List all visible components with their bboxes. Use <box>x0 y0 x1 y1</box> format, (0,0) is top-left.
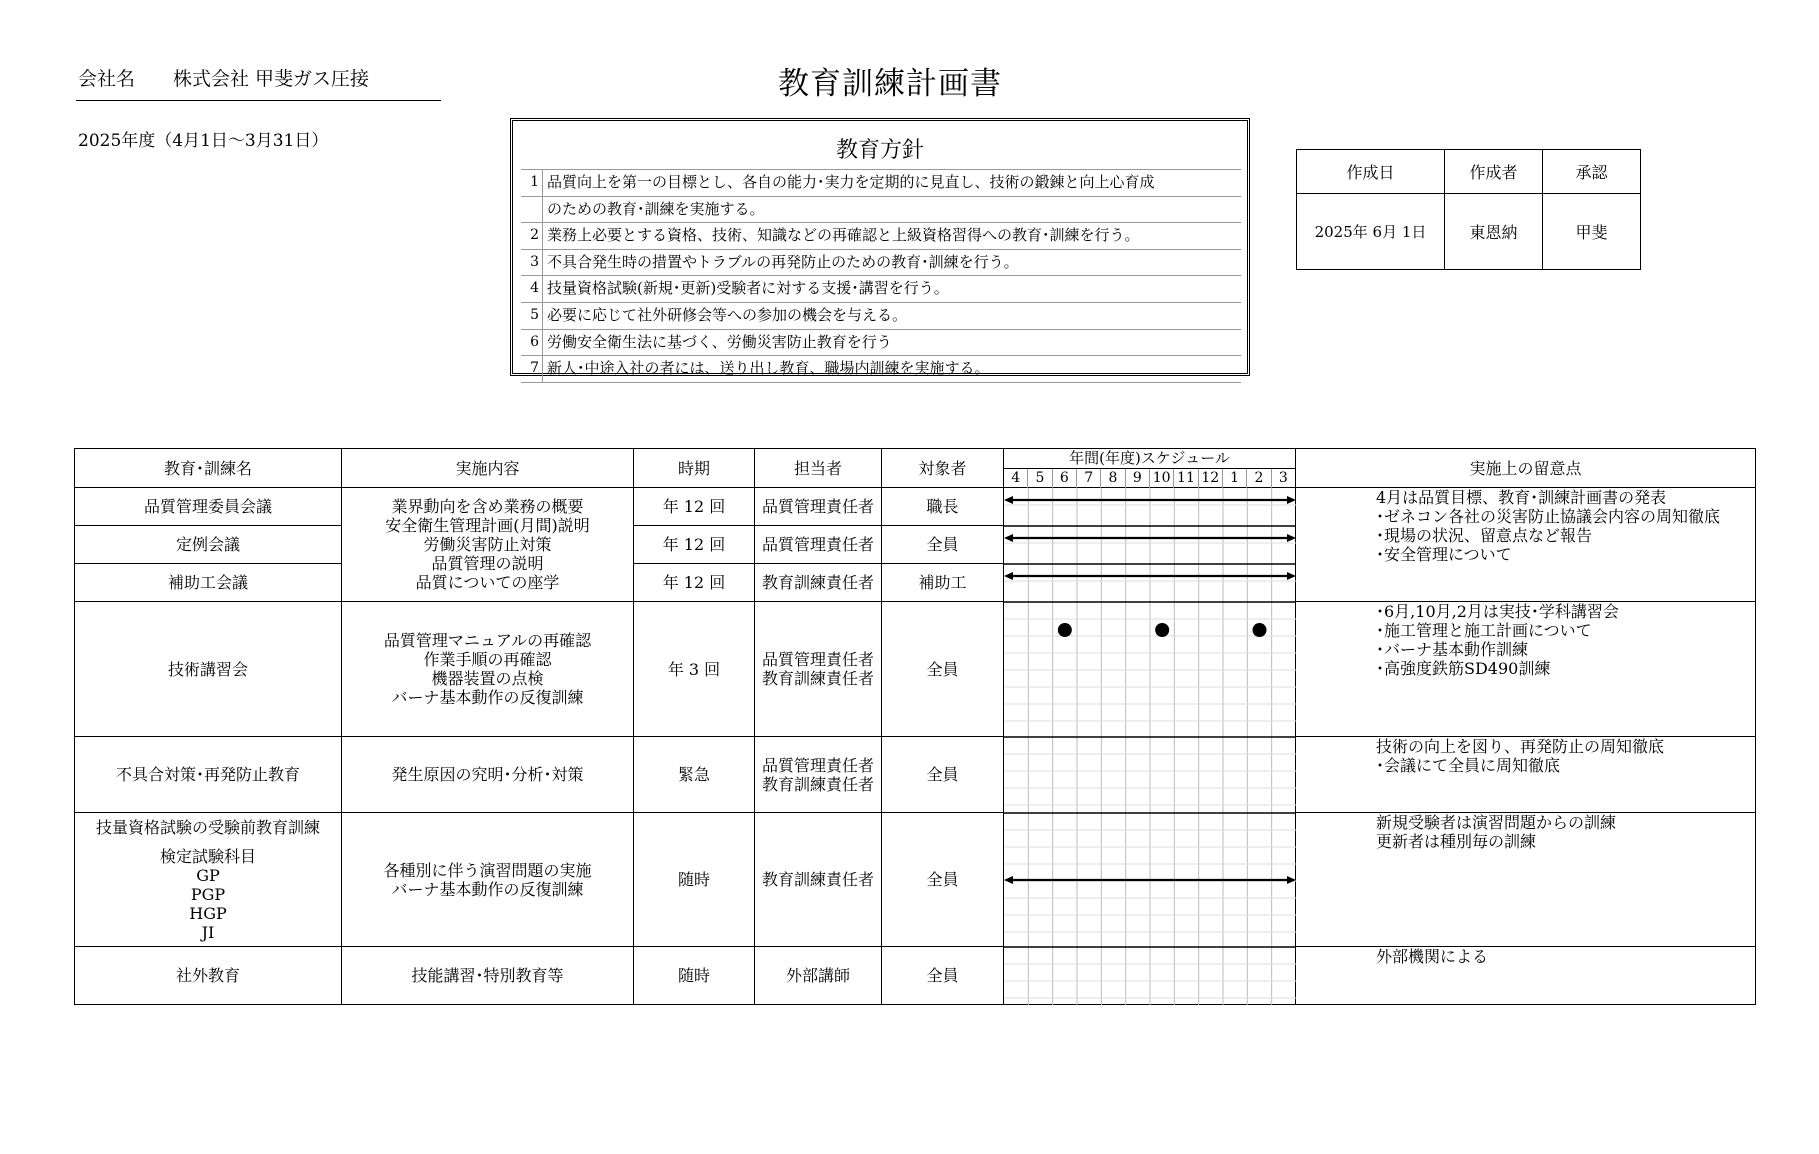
training-plan-table <box>74 448 1756 1005</box>
content-line: 安全衛生管理計画(月間)説明 <box>385 516 590 535</box>
approval-header-author: 作成者 <box>1445 150 1543 194</box>
schedule-arrow-head-right <box>1287 876 1296 884</box>
policy-text: 業務上必要とする資格、技術、知識などの再確認と上級資格習得への教育･訓練を行う。 <box>547 226 1140 245</box>
header-training-name: 教育･訓練名 <box>75 449 342 488</box>
training-name: 定例会議 <box>75 526 342 564</box>
target: 全員 <box>882 813 1004 947</box>
month-label: 2 <box>1247 469 1271 488</box>
training-name-exam <box>75 813 342 947</box>
approval-table <box>1296 149 1641 270</box>
content-line: 作業手順の再確認 <box>423 650 552 669</box>
content-line: 業界動向を含め業務の概要 <box>391 497 584 516</box>
month-label: 5 <box>1028 469 1052 488</box>
content-line: 品質についての座学 <box>415 573 560 592</box>
period: 随時 <box>634 813 755 947</box>
schedule-grid <box>1004 488 1296 1005</box>
note-line: ･会議にて全員に周知徹底 <box>1376 756 1561 775</box>
target: 全員 <box>882 526 1004 564</box>
education-policy-box <box>510 118 1250 376</box>
content-line: バーナ基本動作の反復訓練 <box>391 688 584 707</box>
header-schedule <box>1004 449 1296 488</box>
approval-date: 2025年 6月 1日 <box>1297 194 1445 270</box>
note-line: ･安全管理について <box>1376 545 1512 564</box>
lecture-dot <box>1253 623 1267 637</box>
note-line: 技術の向上を図り、再発防止の周知徹底 <box>1376 737 1665 756</box>
exam-subject: GP <box>196 865 220 885</box>
header-notes: 実施上の留意点 <box>1296 449 1756 488</box>
training-name: 技術講習会 <box>75 602 342 737</box>
content-line: 労働災害防止対策 <box>423 535 552 554</box>
header-content: 実施内容 <box>342 449 634 488</box>
content-line: 機器装置の点検 <box>431 669 544 688</box>
header-person: 担当者 <box>755 449 882 488</box>
policy-title: 教育方針 <box>835 138 924 163</box>
person: 品質管理責任者 <box>755 526 882 564</box>
meeting-content <box>342 488 634 602</box>
policy-row <box>521 169 1241 196</box>
defect-notes <box>1296 737 1756 813</box>
schedule-arrow-head-right <box>1287 496 1296 504</box>
policy-row <box>521 329 1241 356</box>
company-line-text <box>78 64 369 91</box>
month-label: 6 <box>1053 469 1077 488</box>
approval-approver: 甲斐 <box>1543 194 1641 270</box>
policy-num: 6 <box>521 330 543 356</box>
month-label: 9 <box>1126 469 1150 488</box>
schedule-chart <box>1004 488 1296 1005</box>
exam-subject: PGP <box>190 884 226 904</box>
training-name: 社外教育 <box>75 947 342 1005</box>
header-target: 対象者 <box>882 449 1004 488</box>
period: 年 3 回 <box>634 602 755 737</box>
period: 随時 <box>634 947 755 1005</box>
month-label: 12 <box>1199 469 1223 488</box>
lecture-dot <box>1058 623 1072 637</box>
schedule-title: 年間(年度)スケジュール <box>1069 449 1230 467</box>
target: 全員 <box>882 737 1004 813</box>
person-line: 品質管理責任者 <box>761 755 874 775</box>
month-label: 8 <box>1101 469 1125 488</box>
training-name: 品質管理委員会議 <box>75 488 342 526</box>
content-line: バーナ基本動作の反復訓練 <box>391 879 584 899</box>
note-line: 外部機関による <box>1376 947 1489 966</box>
person-line: 教育訓練責任者 <box>761 774 874 794</box>
table-row <box>75 488 1756 526</box>
target: 全員 <box>882 602 1004 737</box>
approval-author: 東恩納 <box>1445 194 1543 270</box>
note-line: ･ゼネコン各社の災害防止協議会内容の周知徹底 <box>1376 507 1721 526</box>
schedule-months <box>1004 468 1295 488</box>
note-line: 更新者は種別毎の訓練 <box>1376 832 1537 851</box>
person <box>755 737 882 813</box>
policy-row <box>521 196 1241 223</box>
content: 発生原因の究明･分析･対策 <box>342 737 634 813</box>
person-line: 品質管理責任者 <box>761 650 874 669</box>
policy-num: 1 <box>521 170 543 196</box>
content-line: 各種別に伴う演習問題の実施 <box>383 860 592 880</box>
person <box>755 602 882 737</box>
schedule-arrow-head-left <box>1004 876 1013 884</box>
fiscal-year: 2025年度（4月1日～3月31日） <box>78 131 329 151</box>
approval-header-approver: 承認 <box>1543 150 1641 194</box>
month-label: 3 <box>1278 470 1288 486</box>
training-name: 不具合対策･再発防止教育 <box>75 737 342 813</box>
policy-text: 必要に応じて社外研修会等への参加の機会を与える。 <box>547 305 908 324</box>
external-notes <box>1296 947 1756 1005</box>
person: 品質管理責任者 <box>755 488 882 526</box>
period: 年 12 回 <box>634 564 755 602</box>
note-line: ･現場の状況、留意点など報告 <box>1376 526 1593 545</box>
note-line: ･6月,10月,2月は実技･学科講習会 <box>1376 602 1619 621</box>
exam-notes <box>1296 813 1756 947</box>
policy-text: 新人･中途入社の者には、送り出し教育、職場内訓練を実施する。 <box>547 359 990 378</box>
schedule-arrow-head-right <box>1287 534 1296 542</box>
month-label: 10 <box>1150 469 1174 488</box>
period: 年 12 回 <box>634 526 755 564</box>
policy-num: 4 <box>521 276 543 302</box>
policy-num <box>521 197 543 223</box>
schedule-arrow-head-left <box>1004 496 1013 504</box>
target: 全員 <box>882 947 1004 1005</box>
policy-row <box>521 275 1241 302</box>
exam-subject-label: 検定試験科目 <box>159 846 256 866</box>
policy-row <box>521 355 1241 383</box>
policy-num: 3 <box>521 250 543 276</box>
policy-text: 品質向上を第一の目標とし、各自の能力･実力を定期的に見直し、技術の鍛錬と向上心育成 <box>547 173 1155 191</box>
company-underline <box>76 100 441 101</box>
page-title: 教育訓練計画書 <box>778 66 1002 102</box>
month-label: 1 <box>1223 469 1247 488</box>
note-line: ･高強度鉄筋SD490訓練 <box>1376 659 1551 678</box>
policy-text: 不具合発生時の措置やトラブルの再発防止のための教育･訓練を行う。 <box>547 252 1019 271</box>
content-line: 品質管理の説明 <box>431 554 544 573</box>
month-label: 7 <box>1077 469 1101 488</box>
table-row <box>75 602 1756 737</box>
exam-content <box>342 813 634 947</box>
exam-subject: HGP <box>189 903 227 923</box>
month-label: 4 <box>1004 469 1028 488</box>
schedule-arrow-head-left <box>1004 534 1013 542</box>
policy-num: 7 <box>521 356 543 382</box>
schedule-arrow-head-right <box>1287 572 1296 580</box>
policy-row <box>521 302 1241 329</box>
person: 外部講師 <box>755 947 882 1005</box>
schedule-arrow-head-left <box>1004 572 1013 580</box>
table-row <box>75 813 1756 947</box>
content: 技能講習･特別教育等 <box>342 947 634 1005</box>
note-line: ･バーナ基本動作訓練 <box>1376 640 1529 659</box>
company-label: 会社名 <box>78 68 136 90</box>
note-line: 新規受験者は演習問題からの訓練 <box>1376 813 1617 832</box>
target: 補助工 <box>882 564 1004 602</box>
policy-text: のための教育･訓練を実施する。 <box>547 199 765 218</box>
company-name: 株式会社 甲斐ガス圧接 <box>173 68 370 90</box>
policy-num: 2 <box>521 223 543 249</box>
exam-name: 技量資格試験の受験前教育訓練 <box>95 817 320 837</box>
lecture-notes <box>1296 602 1756 737</box>
exam-subject: JI <box>201 922 215 942</box>
header-period: 時期 <box>634 449 755 488</box>
policy-row <box>521 222 1241 249</box>
training-name: 補助工会議 <box>75 564 342 602</box>
person: 教育訓練責任者 <box>755 564 882 602</box>
period: 緊急 <box>634 737 755 813</box>
policy-text: 労働安全衛生法に基づく、労働災害防止教育を行う <box>547 332 892 351</box>
table-row <box>75 737 1756 813</box>
meeting-notes <box>1296 488 1756 602</box>
person-line: 教育訓練責任者 <box>761 669 874 688</box>
note-line: 4月は品質目標、教育･訓練計画書の発表 <box>1376 488 1667 507</box>
period: 年 12 回 <box>634 488 755 526</box>
lecture-dot <box>1155 623 1169 637</box>
policy-list <box>521 169 1241 383</box>
policy-num: 5 <box>521 303 543 329</box>
note-line: ･施工管理と施工計画について <box>1376 621 1592 640</box>
policy-text: 技量資格試験(新規･更新)受験者に対する支援･講習を行う。 <box>547 279 949 298</box>
person: 教育訓練責任者 <box>755 813 882 947</box>
month-label: 11 <box>1174 469 1198 488</box>
policy-row <box>521 249 1241 276</box>
target: 職長 <box>882 488 1004 526</box>
approval-header-date: 作成日 <box>1297 150 1445 194</box>
table-row <box>75 947 1756 1005</box>
content-line: 品質管理マニュアルの再確認 <box>383 631 592 650</box>
lecture-content <box>342 602 634 737</box>
